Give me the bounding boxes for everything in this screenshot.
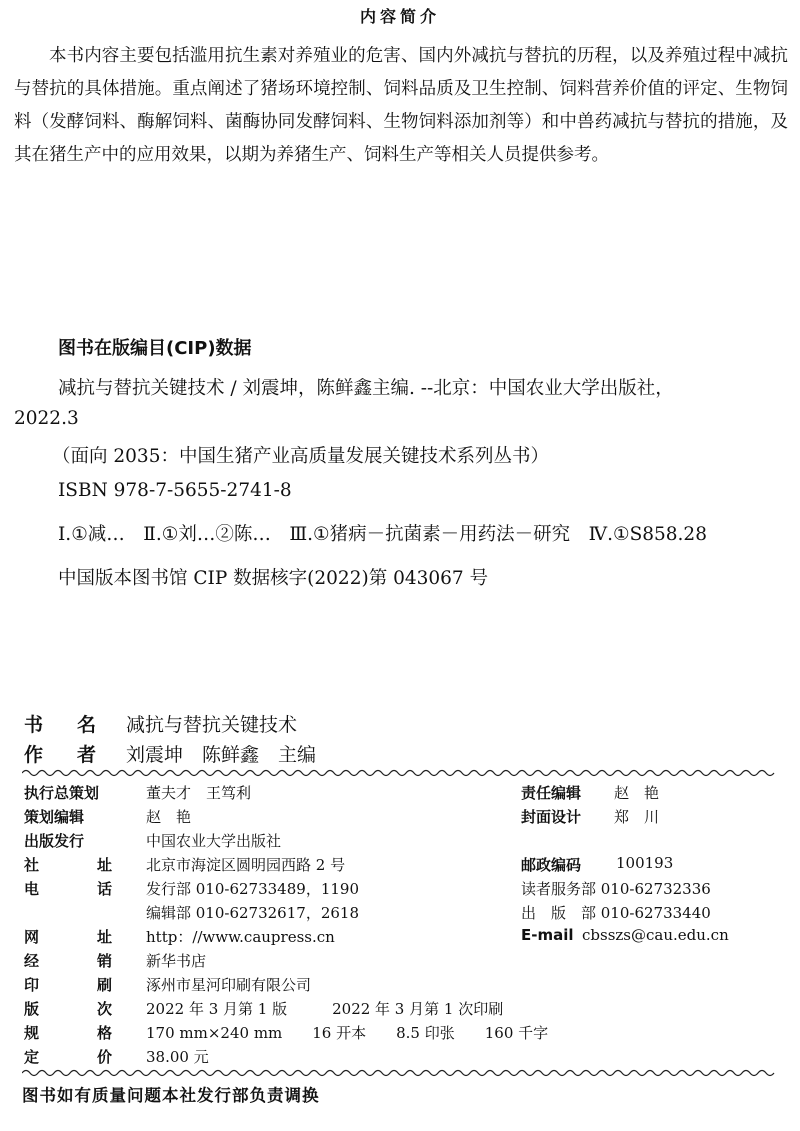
info-row-publisher <box>24 830 784 852</box>
publisher-value: 中国农业大学出版社 <box>146 832 282 850</box>
info-row-exec-planner <box>24 782 784 804</box>
author-value: 刘震坤 陈鲜鑫 主编 <box>126 744 317 766</box>
book-title-row <box>24 710 96 737</box>
distributor-value: 新华书店 <box>146 952 207 970</box>
phone-editorial-dept: 编辑部 010-62732617，2618 <box>146 904 359 922</box>
cip-isbn: ISBN 978-7-5655-2741-8 <box>58 480 292 501</box>
quality-notice: 图书如有质量问题本社发行部负责调换 <box>22 1086 320 1105</box>
cover-design-label: 封面设计 <box>521 808 582 826</box>
cover-design-value: 郑 川 <box>614 808 660 826</box>
price-value: 38.00 元 <box>146 1048 209 1066</box>
author-label-a: 作 <box>24 744 44 766</box>
exec-planner-label: 执行总策划 <box>24 784 100 802</box>
printer-value: 涿州市星河印刷有限公司 <box>146 976 312 994</box>
cip-series: （面向 2035：中国生猪产业高质量发展关键技术系列丛书） <box>52 446 549 467</box>
spec-label: 规 格 <box>24 1024 112 1042</box>
book-title-label-b: 名 <box>77 714 97 736</box>
publisher-label: 出版发行 <box>24 832 85 850</box>
printer-label: 印 刷 <box>24 976 112 994</box>
website-label: 网 址 <box>24 928 112 946</box>
edition-label: 版 次 <box>24 1000 112 1018</box>
postcode-value: 100193 <box>616 854 674 872</box>
wave-divider-bottom <box>22 1068 778 1078</box>
author-row <box>24 740 96 767</box>
info-row-website <box>24 926 784 948</box>
book-title-label-a: 书 <box>24 714 44 736</box>
cip-line-1: 减抗与替抗关键技术 / 刘震坤，陈鲜鑫主编. --北京：中国农业大学出版社， <box>58 378 674 399</box>
phone-sales-dept: 发行部 010-62733489，1190 <box>146 880 359 898</box>
summary-text: 本书内容主要包括滥用抗生素对养殖业的危害、国内外减抗与替抗的历程，以及养殖过程中减抗与替抗的具体措施。重点阐述了猪场环境控制、饲料品质及卫生控制、饲料营养价值的评定、生物饲料（发酵饲料、酶解饲料、菌酶协同发酵饲料、生物饲料添加剂等）和中兽药减抗与替抗的措施，及其在猪生产中的应用效果，以期为养猪生产、饲料生产等相关人员提供参考。 <box>14 46 788 165</box>
editor-label: 责任编辑 <box>521 784 582 802</box>
info-row-distributor <box>24 950 784 972</box>
cip-classification: Ⅰ.①减… Ⅱ.①刘…②陈… Ⅲ.①猪病－抗菌素－用药法－研究 Ⅳ.①S858.28 <box>58 524 707 545</box>
info-row-printer <box>24 974 784 996</box>
info-row-spec <box>24 1022 784 1044</box>
wave-divider-top <box>22 768 778 778</box>
info-row-phone-2 <box>24 902 784 924</box>
website-link[interactable]: http：//www.caupress.cn <box>146 928 335 946</box>
author-label-b: 者 <box>77 744 97 766</box>
reader-service-phone: 读者服务部 010-62732336 <box>521 880 711 898</box>
book-title-value: 减抗与替抗关键技术 <box>126 714 298 736</box>
summary-title: 内容简介 <box>359 7 440 26</box>
price-label: 定 价 <box>24 1048 112 1066</box>
info-row-edition <box>24 998 784 1020</box>
cip-heading: 图书在版编目(CIP)数据 <box>58 338 252 359</box>
info-row-address <box>24 854 784 876</box>
distributor-label: 经 销 <box>24 952 112 970</box>
spec-value: 170 mm×240 mm 16 开本 8.5 印张 160 千字 <box>146 1024 549 1042</box>
planning-editor-label: 策划编辑 <box>24 808 85 826</box>
address-value: 北京市海淀区圆明园西路 2 号 <box>146 856 346 874</box>
cip-record-number: 中国版本图书馆 CIP 数据核字(2022)第 043067 号 <box>58 568 489 589</box>
editor-value: 赵 艳 <box>614 784 660 802</box>
phone-label: 电 话 <box>24 880 112 898</box>
cip-line-2: 2022.3 <box>14 408 79 429</box>
info-row-price <box>24 1046 784 1068</box>
publishing-dept-phone: 出 版 部 010-62733440 <box>521 904 711 922</box>
edition-value: 2022 年 3 月第 1 版 2022 年 3 月第 1 次印刷 <box>146 1000 504 1018</box>
email-label: E-mail <box>521 926 574 944</box>
postcode-label: 邮政编码 <box>521 856 582 874</box>
planning-editor-value: 赵 艳 <box>146 808 192 826</box>
exec-planner-value: 董夫才 王笃利 <box>146 784 252 802</box>
info-row-planning-editor <box>24 806 784 828</box>
address-label: 社 址 <box>24 856 112 874</box>
info-row-phone <box>24 878 784 900</box>
email-link[interactable]: cbsszs@cau.edu.cn <box>582 926 729 944</box>
